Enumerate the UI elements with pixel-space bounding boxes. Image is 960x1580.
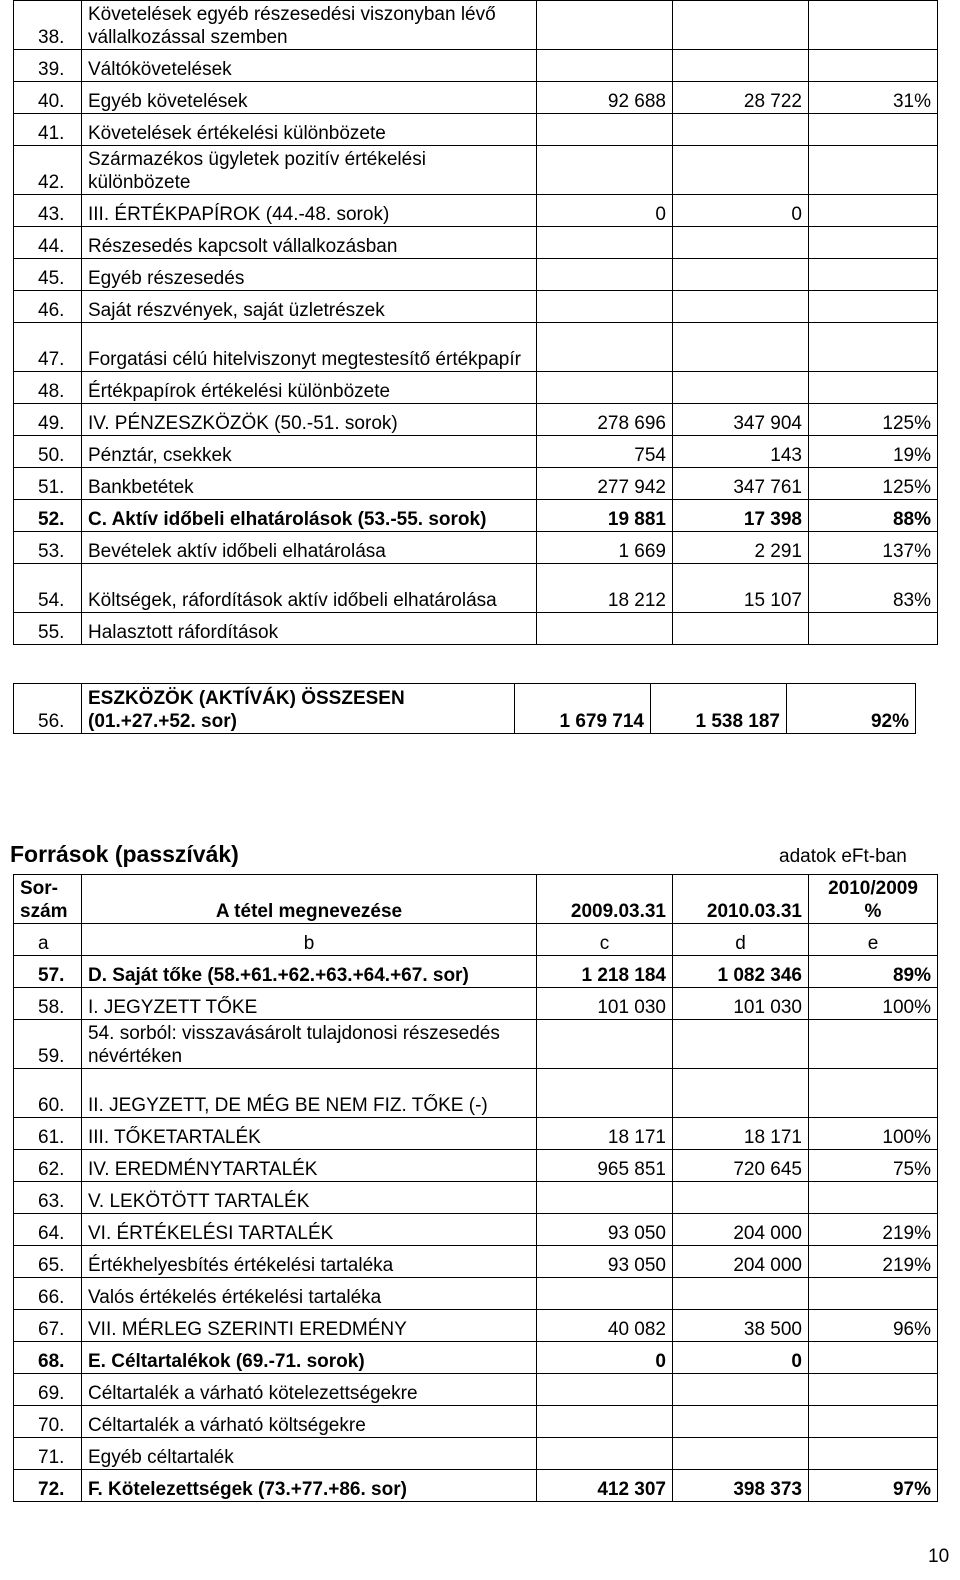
table-row xyxy=(14,1118,938,1150)
row-value-2009 xyxy=(537,146,673,195)
letters-row xyxy=(14,924,938,956)
row-number: 65. xyxy=(14,1246,82,1278)
letter-c: c xyxy=(537,924,673,956)
assets-total-table xyxy=(13,683,916,734)
row-name: II. JEGYZETT, DE MÉG BE NEM FIZ. TŐKE (-) xyxy=(82,1069,537,1118)
row-name: ESZKÖZÖK (AKTÍVÁK) ÖSSZESEN (01.+27.+52. sor) xyxy=(82,684,515,734)
row-value-percent xyxy=(809,146,938,195)
row-name: I. JEGYZETT TŐKE xyxy=(82,988,537,1020)
row-value-percent xyxy=(809,372,938,404)
row-name: IV. EREDMÉNYTARTALÉK xyxy=(82,1150,537,1182)
table-row xyxy=(14,404,938,436)
row-number: 43. xyxy=(14,195,82,227)
table-row xyxy=(14,1438,938,1470)
row-number: 66. xyxy=(14,1278,82,1310)
header-number: Sor- szám xyxy=(14,875,82,924)
table-row xyxy=(14,1246,938,1278)
row-name: Bankbetétek xyxy=(82,468,537,500)
row-name: Céltartalék a várható kötelezettségekre xyxy=(82,1374,537,1406)
row-value-percent: 88% xyxy=(809,500,938,532)
row-value-percent: 96% xyxy=(809,1310,938,1342)
table-row xyxy=(14,436,938,468)
table-row xyxy=(14,468,938,500)
row-value-2010 xyxy=(673,50,809,82)
row-name: V. LEKÖTÖTT TARTALÉK xyxy=(82,1182,537,1214)
row-value-2009 xyxy=(537,323,673,372)
row-value-percent xyxy=(809,1342,938,1374)
row-name: Részesedés kapcsolt vállalkozásban xyxy=(82,227,537,259)
row-number: 47. xyxy=(14,323,82,372)
row-number: 38. xyxy=(14,1,82,50)
row-value-2010: 1 082 346 xyxy=(673,956,809,988)
row-name: VI. ÉRTÉKELÉSI TARTALÉK xyxy=(82,1214,537,1246)
liabilities-table-body xyxy=(14,875,938,1502)
table-row xyxy=(14,291,938,323)
header-2010: 2010.03.31 xyxy=(673,875,809,924)
row-value-2010: 398 373 xyxy=(673,1470,809,1502)
row-value-percent xyxy=(809,291,938,323)
table-row xyxy=(14,82,938,114)
row-value-2010 xyxy=(673,291,809,323)
row-name: Saját részvények, saját üzletrészek xyxy=(82,291,537,323)
row-value-percent: 100% xyxy=(809,1118,938,1150)
row-value-2010 xyxy=(673,1278,809,1310)
row-value-2010 xyxy=(673,613,809,645)
row-value-percent xyxy=(809,50,938,82)
row-number: 56. xyxy=(14,684,82,734)
row-value-2010: 204 000 xyxy=(673,1246,809,1278)
row-name: Váltókövetelések xyxy=(82,50,537,82)
row-value-2009: 40 082 xyxy=(537,1310,673,1342)
row-name: IV. PÉNZESZKÖZÖK (50.-51. sorok) xyxy=(82,404,537,436)
row-value-2009: 19 881 xyxy=(537,500,673,532)
row-value-2009 xyxy=(537,227,673,259)
assets-table xyxy=(13,0,938,645)
row-value-percent xyxy=(809,1,938,50)
row-value-2009: 0 xyxy=(537,1342,673,1374)
row-value-2009: 754 xyxy=(537,436,673,468)
table-row xyxy=(14,146,938,195)
row-value-percent: 125% xyxy=(809,468,938,500)
table-row xyxy=(14,613,938,645)
row-value-2009 xyxy=(537,1406,673,1438)
row-value-percent xyxy=(809,1438,938,1470)
row-number: 41. xyxy=(14,114,82,146)
row-value-2010: 0 xyxy=(673,1342,809,1374)
row-value-2009 xyxy=(537,1438,673,1470)
row-value-2010: 38 500 xyxy=(673,1310,809,1342)
row-value-percent xyxy=(809,613,938,645)
row-value-2009: 965 851 xyxy=(537,1150,673,1182)
row-number: 72. xyxy=(14,1470,82,1502)
row-name: Bevételek aktív időbeli elhatárolása xyxy=(82,532,537,564)
table-row xyxy=(14,532,938,564)
row-value-percent xyxy=(809,259,938,291)
row-value-2009 xyxy=(537,259,673,291)
table-row xyxy=(14,1278,938,1310)
row-value-percent xyxy=(809,1406,938,1438)
header-ratio: 2010/2009 % xyxy=(809,875,938,924)
row-value-2010: 0 xyxy=(673,195,809,227)
row-number: 58. xyxy=(14,988,82,1020)
row-name: Valós értékelés értékelési tartaléka xyxy=(82,1278,537,1310)
row-number: 71. xyxy=(14,1438,82,1470)
row-number: 67. xyxy=(14,1310,82,1342)
row-number: 39. xyxy=(14,50,82,82)
table-row xyxy=(14,500,938,532)
letter-b: b xyxy=(82,924,537,956)
row-number: 61. xyxy=(14,1118,82,1150)
row-number: 60. xyxy=(14,1069,82,1118)
row-name: D. Saját tőke (58.+61.+62.+63.+64.+67. sor) xyxy=(82,956,537,988)
header-2009: 2009.03.31 xyxy=(537,875,673,924)
row-value-2010 xyxy=(673,1438,809,1470)
row-value-2010: 17 398 xyxy=(673,500,809,532)
row-value-2010 xyxy=(673,146,809,195)
table-row xyxy=(14,50,938,82)
row-value-percent xyxy=(809,1020,938,1069)
table-row xyxy=(14,1,938,50)
row-number: 55. xyxy=(14,613,82,645)
row-value-percent xyxy=(809,227,938,259)
row-number: 68. xyxy=(14,1342,82,1374)
row-value-percent: 219% xyxy=(809,1246,938,1278)
liabilities-table xyxy=(13,874,938,1502)
row-number: 59. xyxy=(14,1020,82,1069)
row-value-2009 xyxy=(537,1374,673,1406)
row-value-percent: 89% xyxy=(809,956,938,988)
row-number: 53. xyxy=(14,532,82,564)
table-header-row xyxy=(14,875,938,924)
row-name: III. TŐKETARTALÉK xyxy=(82,1118,537,1150)
row-value-2009: 93 050 xyxy=(537,1214,673,1246)
row-value-2010: 15 107 xyxy=(673,564,809,613)
table-row xyxy=(14,195,938,227)
row-value-2009: 0 xyxy=(537,195,673,227)
row-value-2010: 18 171 xyxy=(673,1118,809,1150)
row-number: 69. xyxy=(14,1374,82,1406)
row-name: Egyéb részesedés xyxy=(82,259,537,291)
row-value-2010: 1 538 187 xyxy=(651,684,787,734)
table-row xyxy=(14,227,938,259)
row-name: Forgatási célú hitelviszonyt megtestesítő értékpapír xyxy=(82,323,537,372)
row-name: 54. sorból: visszavásárolt tulajdonosi részesedés névértéken xyxy=(82,1020,537,1069)
row-number: 40. xyxy=(14,82,82,114)
row-value-2010: 347 761 xyxy=(673,468,809,500)
row-name: E. Céltartalékok (69.-71. sorok) xyxy=(82,1342,537,1374)
row-value-2010 xyxy=(673,323,809,372)
row-name: Követelések értékelési különbözete xyxy=(82,114,537,146)
row-name: F. Kötelezettségek (73.+77.+86. sor) xyxy=(82,1470,537,1502)
row-value-2010: 143 xyxy=(673,436,809,468)
row-value-percent: 31% xyxy=(809,82,938,114)
table-row xyxy=(14,1374,938,1406)
table-row xyxy=(14,259,938,291)
row-value-2010: 204 000 xyxy=(673,1214,809,1246)
row-number: 48. xyxy=(14,372,82,404)
row-value-2009: 1 679 714 xyxy=(515,684,651,734)
row-value-2009 xyxy=(537,1020,673,1069)
row-value-percent: 19% xyxy=(809,436,938,468)
row-value-2009: 93 050 xyxy=(537,1246,673,1278)
row-name: Pénztár, csekkek xyxy=(82,436,537,468)
table-row xyxy=(14,956,938,988)
row-value-percent xyxy=(809,1278,938,1310)
row-name: C. Aktív időbeli elhatárolások (53.-55. sorok) xyxy=(82,500,537,532)
row-value-2009: 18 212 xyxy=(537,564,673,613)
row-value-2009 xyxy=(537,114,673,146)
row-number: 42. xyxy=(14,146,82,195)
row-name: III. ÉRTÉKPAPÍROK (44.-48. sorok) xyxy=(82,195,537,227)
row-value-2009: 412 307 xyxy=(537,1470,673,1502)
row-number: 62. xyxy=(14,1150,82,1182)
row-name: VII. MÉRLEG SZERINTI EREDMÉNY xyxy=(82,1310,537,1342)
assets-table-body xyxy=(14,1,938,645)
row-number: 57. xyxy=(14,956,82,988)
row-number: 46. xyxy=(14,291,82,323)
row-number: 44. xyxy=(14,227,82,259)
row-name: Egyéb céltartalék xyxy=(82,1438,537,1470)
row-value-2010: 2 291 xyxy=(673,532,809,564)
row-number: 51. xyxy=(14,468,82,500)
row-value-2009: 18 171 xyxy=(537,1118,673,1150)
row-value-percent xyxy=(809,195,938,227)
row-value-2010 xyxy=(673,1069,809,1118)
row-value-percent xyxy=(809,323,938,372)
row-value-2010 xyxy=(673,227,809,259)
table-row xyxy=(14,114,938,146)
table-row xyxy=(14,1406,938,1438)
letter-a: a xyxy=(14,924,82,956)
page-number: 10 xyxy=(928,1546,950,1567)
table-row xyxy=(14,1182,938,1214)
row-value-percent: 137% xyxy=(809,532,938,564)
row-value-2010: 28 722 xyxy=(673,82,809,114)
row-value-2009: 101 030 xyxy=(537,988,673,1020)
row-number: 50. xyxy=(14,436,82,468)
section-title: Források (passzívák) xyxy=(10,841,239,867)
header-name: A tétel megnevezése xyxy=(82,875,537,924)
row-name: Céltartalék a várható költségekre xyxy=(82,1406,537,1438)
table-row xyxy=(14,1020,938,1069)
row-number: 49. xyxy=(14,404,82,436)
row-value-2010 xyxy=(673,372,809,404)
table-row xyxy=(14,1310,938,1342)
row-number: 63. xyxy=(14,1182,82,1214)
row-value-2009 xyxy=(537,372,673,404)
row-number: 64. xyxy=(14,1214,82,1246)
row-value-2009 xyxy=(537,50,673,82)
row-value-percent: 75% xyxy=(809,1150,938,1182)
row-value-percent: 97% xyxy=(809,1470,938,1502)
row-number: 54. xyxy=(14,564,82,613)
row-value-percent xyxy=(809,1182,938,1214)
row-value-2009 xyxy=(537,613,673,645)
row-name: Értékhelyesbítés értékelési tartaléka xyxy=(82,1246,537,1278)
unit-note: adatok eFt-ban xyxy=(779,846,907,867)
row-value-2010: 347 904 xyxy=(673,404,809,436)
row-value-percent xyxy=(809,1069,938,1118)
row-name: Követelések egyéb részesedési viszonyban lévő vállalkozással szemben xyxy=(82,1,537,50)
row-value-2009 xyxy=(537,1182,673,1214)
row-value-percent xyxy=(809,114,938,146)
table-row xyxy=(14,988,938,1020)
table-row xyxy=(14,1470,938,1502)
row-value-2010 xyxy=(673,1406,809,1438)
row-value-2010 xyxy=(673,1374,809,1406)
table-row xyxy=(14,372,938,404)
table-row xyxy=(14,1150,938,1182)
table-row xyxy=(14,323,938,372)
letter-e: e xyxy=(809,924,938,956)
row-value-percent: 92% xyxy=(787,684,916,734)
row-value-2010 xyxy=(673,1020,809,1069)
row-name: Egyéb követelések xyxy=(82,82,537,114)
row-value-2010 xyxy=(673,114,809,146)
table-row xyxy=(14,1214,938,1246)
letter-d: d xyxy=(673,924,809,956)
row-value-2009 xyxy=(537,291,673,323)
row-number: 45. xyxy=(14,259,82,291)
row-number: 70. xyxy=(14,1406,82,1438)
row-number: 52. xyxy=(14,500,82,532)
row-name: Származékos ügyletek pozitív értékelési különbözete xyxy=(82,146,537,195)
row-value-2009: 1 669 xyxy=(537,532,673,564)
table-row xyxy=(14,1069,938,1118)
row-value-2009 xyxy=(537,1069,673,1118)
row-value-2010 xyxy=(673,1182,809,1214)
row-name: Értékpapírok értékelési különbözete xyxy=(82,372,537,404)
row-value-percent: 83% xyxy=(809,564,938,613)
row-value-2010: 101 030 xyxy=(673,988,809,1020)
row-value-2010 xyxy=(673,1,809,50)
row-name: Halasztott ráfordítások xyxy=(82,613,537,645)
row-value-2010 xyxy=(673,259,809,291)
row-value-percent: 219% xyxy=(809,1214,938,1246)
row-value-2009: 277 942 xyxy=(537,468,673,500)
row-value-2010: 720 645 xyxy=(673,1150,809,1182)
row-value-2009: 278 696 xyxy=(537,404,673,436)
row-value-2009: 92 688 xyxy=(537,82,673,114)
row-value-2009 xyxy=(537,1278,673,1310)
table-row-total xyxy=(14,684,916,734)
table-row xyxy=(14,564,938,613)
row-name: Költségek, ráfordítások aktív időbeli elhatárolása xyxy=(82,564,537,613)
row-value-percent: 100% xyxy=(809,988,938,1020)
table-row xyxy=(14,1342,938,1374)
row-value-2009 xyxy=(537,1,673,50)
row-value-percent: 125% xyxy=(809,404,938,436)
row-value-2009: 1 218 184 xyxy=(537,956,673,988)
row-value-percent xyxy=(809,1374,938,1406)
